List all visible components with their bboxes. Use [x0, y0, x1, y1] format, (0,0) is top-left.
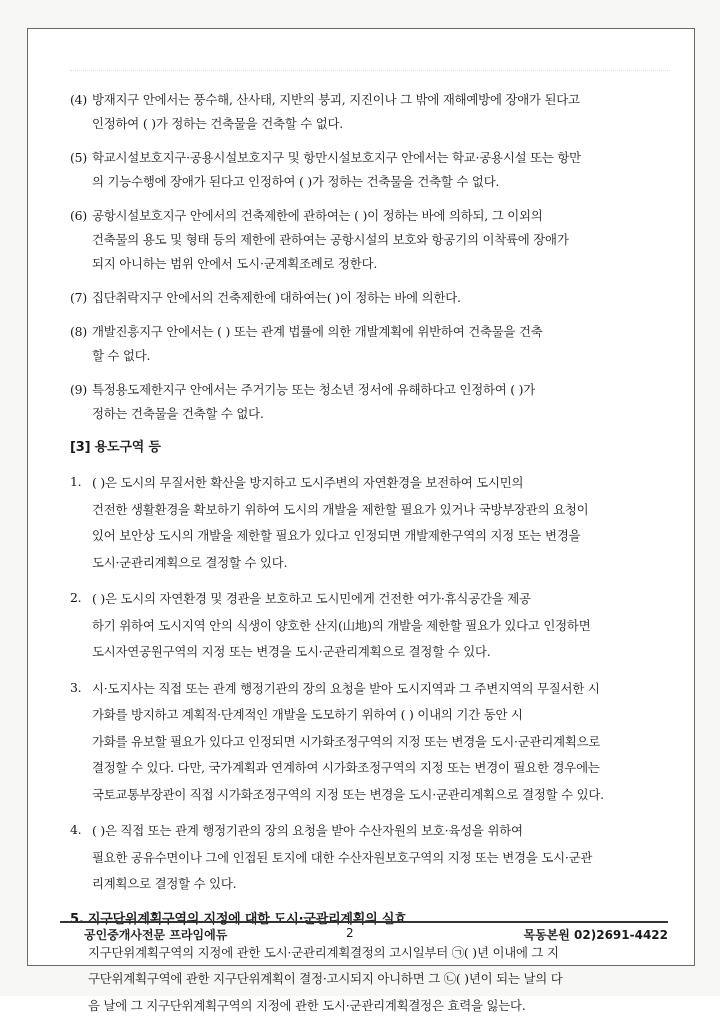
item-text-line: 공항시설보호지구 안에서의 건축제한에 관하여는 ( )이 정하는 바에 의하되, 그 이외의: [92, 204, 682, 228]
item-text-line: 하기 위하여 도시지역 안의 식생이 양호한 산지(山地)의 개발을 제한할 필요가 있다고 인정하면: [92, 613, 682, 640]
item-text-line: 리계획으로 결정할 수 있다.: [92, 871, 682, 898]
section-5-text-line: 지구단위계획구역의 지정에 관한 도시·군관리계획결정의 고시일부터 ㉠( )년 이내에 그 지: [88, 940, 682, 967]
item-text-line: 가화를 방지하고 계획적·단계적인 개발을 도모하기 위하여 ( ) 이내의 기간 동안 시: [92, 702, 682, 729]
item-text-line: 학교시설보호지구·공용시설보호지구 및 항만시설보호지구 안에서는 학교·공용시설 또는 항만: [92, 146, 682, 170]
list-item: [70, 470, 682, 576]
footer-rule: [60, 921, 668, 923]
item-text-line: 도시자연공원구역의 지정 또는 변경을 도시·군관리계획으로 결정할 수 있다.: [92, 639, 682, 666]
list-item: [70, 818, 682, 898]
item-text-line: 시·도지사는 직접 또는 관계 행정기관의 장의 요청을 받아 도시지역과 그 주변지역의 무질서한 시: [92, 676, 682, 703]
item-text-line: 할 수 없다.: [92, 344, 682, 368]
item-number: (9): [70, 378, 87, 402]
item-text-line: 정하는 건축물을 건축할 수 없다.: [92, 402, 682, 426]
item-text-line: 건전한 생활환경을 확보하기 위하여 도시의 개발을 제한할 필요가 있거나 국방부장관의 요청이: [92, 497, 682, 524]
page-number: 2: [346, 926, 354, 940]
item-text-line: 인정하여 ( )가 정하는 건축물을 건축할 수 없다.: [92, 112, 682, 136]
item-text-line: ( )은 직접 또는 관계 행정기관의 장의 요청을 받아 수산자원의 보호·육성을 위하여: [92, 818, 682, 845]
section-5-text-line: 구단위계획구역에 관한 지구단위계획이 결정·고시되지 아니하면 그 ㉡( )년이 되는 날의 다: [88, 966, 682, 993]
item-text-line: 의 기능수행에 장애가 된다고 인정하여 ( )가 정하는 건축물을 건축할 수 없다.: [92, 170, 682, 194]
use-zone-list: [70, 470, 682, 898]
item-number: (8): [70, 320, 87, 344]
section-heading-3: [3] 용도구역 등: [70, 436, 682, 460]
item-number: (7): [70, 286, 87, 310]
list-item: [70, 146, 682, 194]
section-5-text-line: 음 날에 그 지구단위계획구역의 지정에 관한 도시·군관리계획결정은 효력을 잃는다.: [88, 993, 682, 1019]
item-text-line: 국토교통부장관이 직접 시가화조정구역의 지정 또는 변경을 도시·군관리계획으로 결정할 수 있다.: [92, 782, 682, 809]
section-heading-5: 5. 지구단위계획구역의 지정에 대한 도시·군관리계획의 실효: [70, 908, 682, 932]
item-text-line: 특정용도제한지구 안에서는 주거기능 또는 청소년 정서에 유해하다고 인정하여 ( )가: [92, 378, 682, 402]
item-text-line: 건축물의 용도 및 형태 등의 제한에 관하여는 공항시설의 보호와 항공기의 이착륙에 장애가: [92, 228, 682, 252]
page-footer: [60, 926, 668, 946]
item-text-line: 있어 보안상 도시의 개발을 제한할 필요가 있다고 인정되면 개발제한구역의 지정 또는 변경을: [92, 523, 682, 550]
item-text-line: 가화를 유보할 필요가 있다고 인정되면 시가화조정구역의 지정 또는 변경을 도시·군관리계획으로: [92, 729, 682, 756]
item-text-line: ( )은 도시의 자연환경 및 경관을 보호하고 도시민에게 건전한 여가·휴식공간을 제공: [92, 586, 682, 613]
footer-publisher: 공인중개사전문 프라임에듀: [84, 926, 227, 943]
item-text-line: 필요한 공유수면이나 그에 인접된 토지에 대한 수산자원보호구역의 지정 또는 변경을 도시·군관: [92, 845, 682, 872]
section-5-body: [70, 940, 682, 1019]
zoning-district-restrictions-list: [70, 88, 682, 426]
item-text-line: ( )은 도시의 무질서한 확산을 방지하고 도시주변의 자연환경을 보전하여 도시민의: [92, 470, 682, 497]
page-content: [70, 88, 682, 1019]
item-number: (5): [70, 146, 87, 170]
list-item: [70, 586, 682, 666]
list-item: [70, 320, 682, 368]
item-number: 1.: [70, 470, 81, 494]
footer-contact: 목동본원 02)2691-4422: [523, 926, 668, 943]
list-item: [70, 88, 682, 136]
item-number: 4.: [70, 818, 81, 842]
list-item: [70, 676, 682, 809]
item-text-line: 집단취락지구 안에서의 건축제한에 대하여는( )이 정하는 바에 의한다.: [92, 286, 682, 310]
item-text-line: 결정할 수 있다. 다만, 국가계획과 연계하여 시가화조정구역의 지정 또는 변경이 필요한 경우에는: [92, 755, 682, 782]
list-item: [70, 286, 682, 310]
item-number: 2.: [70, 586, 81, 610]
item-text-line: 방재지구 안에서는 풍수해, 산사태, 지반의 붕괴, 지진이나 그 밖에 재해예방에 장애가 된다고: [92, 88, 682, 112]
item-number: (4): [70, 88, 87, 112]
item-number: 3.: [70, 676, 81, 700]
item-number: (6): [70, 204, 87, 228]
item-text-line: 도시·군관리계획으로 결정할 수 있다.: [92, 550, 682, 577]
list-item: [70, 378, 682, 426]
item-text-line: 개발진흥지구 안에서는 ( ) 또는 관계 법률에 의한 개발계획에 위반하여 건축물을 건축: [92, 320, 682, 344]
item-text-line: 되지 아니하는 범위 안에서 도시·군계획조례로 정한다.: [92, 252, 682, 276]
bleed-through-text: [70, 70, 670, 79]
list-item: [70, 204, 682, 276]
